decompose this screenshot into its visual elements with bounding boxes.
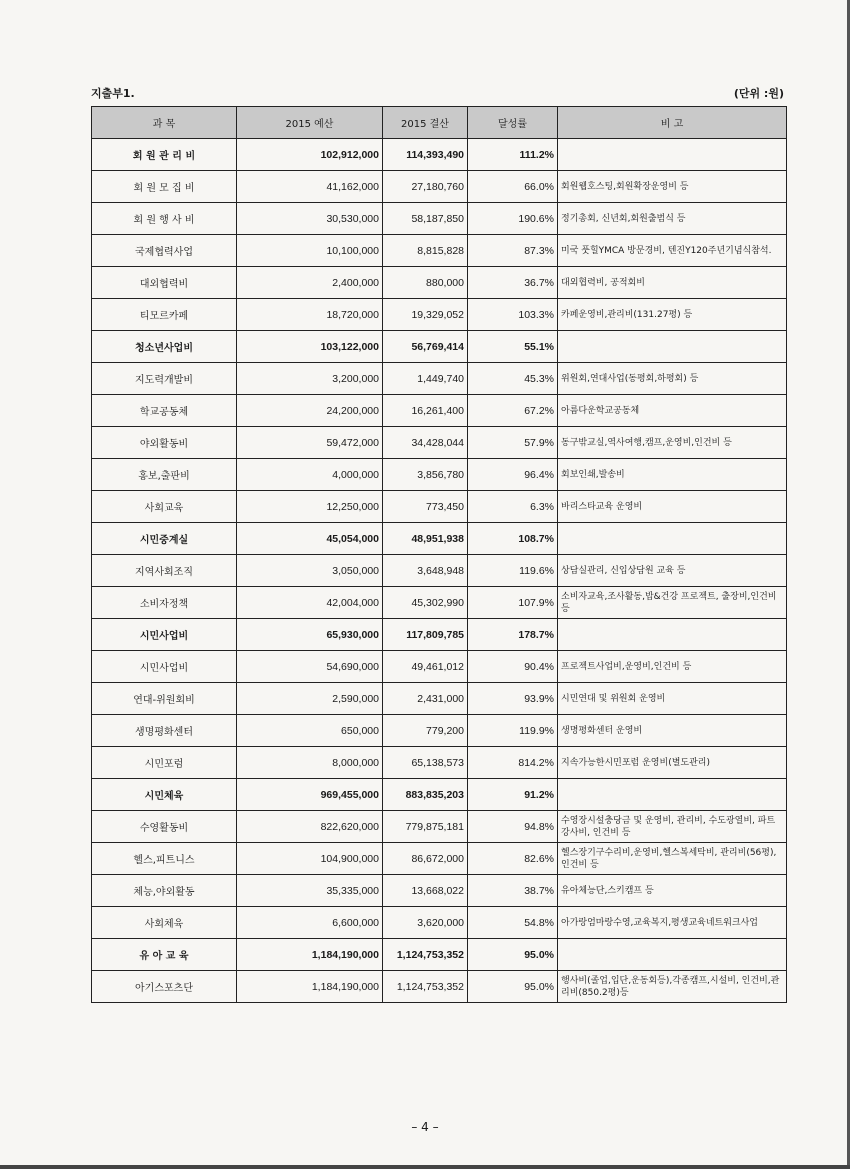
cell-actual: 19,329,052 [383, 299, 468, 331]
table-row [92, 171, 787, 203]
cell-actual: 117,809,785 [383, 619, 468, 651]
cell-subject: 시민사업비 [92, 619, 237, 651]
cell-rate: 107.9% [468, 587, 558, 619]
cell-budget: 41,162,000 [237, 171, 383, 203]
table-row [92, 427, 787, 459]
cell-rate: 91.2% [468, 779, 558, 811]
header-subject: 과 목 [92, 107, 237, 139]
cell-budget: 35,335,000 [237, 875, 383, 907]
header-note: 비 고 [558, 107, 787, 139]
cell-budget: 103,122,000 [237, 331, 383, 363]
cell-subject: 회 원 모 집 비 [92, 171, 237, 203]
cell-rate: 82.6% [468, 843, 558, 875]
cell-note: 대외협력비, 공적회비 [558, 267, 787, 299]
cell-note: 회원웹호스팅,회원확장운영비 등 [558, 171, 787, 203]
cell-budget: 59,472,000 [237, 427, 383, 459]
cell-rate: 119.6% [468, 555, 558, 587]
cell-subject: 야외활동비 [92, 427, 237, 459]
cell-actual: 86,672,000 [383, 843, 468, 875]
cell-note [558, 779, 787, 811]
cell-subject: 티모르카페 [92, 299, 237, 331]
table-row-subtotal [92, 619, 787, 651]
table-row [92, 491, 787, 523]
cell-actual: 3,856,780 [383, 459, 468, 491]
cell-budget: 45,054,000 [237, 523, 383, 555]
cell-note [558, 523, 787, 555]
cell-rate: 38.7% [468, 875, 558, 907]
cell-actual: 773,450 [383, 491, 468, 523]
cell-note: 지속가능한시민포럼 운영비(별도관리) [558, 747, 787, 779]
cell-note [558, 939, 787, 971]
cell-rate: 93.9% [468, 683, 558, 715]
cell-rate: 6.3% [468, 491, 558, 523]
cell-note: 시민연대 및 위원회 운영비 [558, 683, 787, 715]
cell-budget: 12,250,000 [237, 491, 383, 523]
cell-subject: 사회체육 [92, 907, 237, 939]
table-row [92, 299, 787, 331]
table-body [92, 139, 787, 1003]
cell-budget: 822,620,000 [237, 811, 383, 843]
cell-budget: 650,000 [237, 715, 383, 747]
cell-budget: 54,690,000 [237, 651, 383, 683]
table-row [92, 715, 787, 747]
cell-rate: 119.9% [468, 715, 558, 747]
cell-subject: 헬스,피트니스 [92, 843, 237, 875]
cell-actual: 3,648,948 [383, 555, 468, 587]
cell-actual: 27,180,760 [383, 171, 468, 203]
cell-subject: 시민체육 [92, 779, 237, 811]
table-row [92, 363, 787, 395]
cell-rate: 57.9% [468, 427, 558, 459]
cell-note: 정기총회, 신년회,회원출범식 등 [558, 203, 787, 235]
cell-budget: 18,720,000 [237, 299, 383, 331]
table-row [92, 651, 787, 683]
table-row-subtotal [92, 139, 787, 171]
cell-subject: 연대-위원회비 [92, 683, 237, 715]
cell-subject: 체능,야외활동 [92, 875, 237, 907]
table-header-row [92, 107, 787, 139]
cell-actual: 1,124,753,352 [383, 971, 468, 1003]
table-row-subtotal [92, 331, 787, 363]
unit-caption: (단위 :원) [733, 87, 784, 100]
cell-rate: 95.0% [468, 939, 558, 971]
table-row [92, 971, 787, 1003]
cell-rate: 95.0% [468, 971, 558, 1003]
cell-actual: 1,449,740 [383, 363, 468, 395]
page-number: – 4 – [411, 1120, 439, 1134]
cell-subject: 회 원 관 리 비 [92, 139, 237, 171]
section-caption: 지출부1. [91, 87, 135, 100]
cell-subject: 아기스포츠단 [92, 971, 237, 1003]
table-row [92, 587, 787, 619]
budget-table [91, 106, 787, 1003]
cell-subject: 시민중계실 [92, 523, 237, 555]
cell-subject: 시민포럼 [92, 747, 237, 779]
cell-note: 상담실관리, 신입상담원 교육 등 [558, 555, 787, 587]
cell-actual: 779,200 [383, 715, 468, 747]
cell-note: 소비자교육,조사활동,밥&건강 프로젝트, 출장비,인건비 등 [558, 587, 787, 619]
cell-note: 동구밖교실,역사여행,캠프,운영비,인건비 등 [558, 427, 787, 459]
cell-rate: 103.3% [468, 299, 558, 331]
cell-note: 카페운영비,관리비(131.27평) 등 [558, 299, 787, 331]
header-actual: 2015 결산 [383, 107, 468, 139]
cell-subject: 시민사업비 [92, 651, 237, 683]
cell-rate: 67.2% [468, 395, 558, 427]
cell-budget: 2,400,000 [237, 267, 383, 299]
cell-actual: 114,393,490 [383, 139, 468, 171]
cell-subject: 학교공동체 [92, 395, 237, 427]
cell-subject: 국제협력사업 [92, 235, 237, 267]
cell-actual: 16,261,400 [383, 395, 468, 427]
table-row-subtotal [92, 523, 787, 555]
cell-note: 수영장시설충당금 및 운영비, 관리비, 수도광열비, 파트강사비, 인건비 등 [558, 811, 787, 843]
table-row-subtotal [92, 939, 787, 971]
cell-budget: 2,590,000 [237, 683, 383, 715]
cell-actual: 13,668,022 [383, 875, 468, 907]
table-row [92, 267, 787, 299]
table-row [92, 875, 787, 907]
header-rate: 달성률 [468, 107, 558, 139]
cell-actual: 49,461,012 [383, 651, 468, 683]
cell-note: 바리스타교육 운영비 [558, 491, 787, 523]
cell-actual: 56,769,414 [383, 331, 468, 363]
cell-actual: 883,835,203 [383, 779, 468, 811]
cell-subject: 청소년사업비 [92, 331, 237, 363]
cell-subject: 지역사회조직 [92, 555, 237, 587]
cell-subject: 소비자정책 [92, 587, 237, 619]
cell-note: 위원회,연대사업(동평회,하평회) 등 [558, 363, 787, 395]
cell-subject: 수영활동비 [92, 811, 237, 843]
cell-subject: 사회교육 [92, 491, 237, 523]
cell-subject: 지도력개발비 [92, 363, 237, 395]
table-row [92, 907, 787, 939]
table-row-subtotal [92, 779, 787, 811]
table-row [92, 235, 787, 267]
cell-note: 헬스장기구수리비,운영비,헬스복세탁비, 관리비(56평),인건비 등 [558, 843, 787, 875]
cell-actual: 48,951,938 [383, 523, 468, 555]
cell-actual: 3,620,000 [383, 907, 468, 939]
cell-rate: 45.3% [468, 363, 558, 395]
table-row [92, 747, 787, 779]
cell-note [558, 139, 787, 171]
cell-budget: 1,184,190,000 [237, 939, 383, 971]
cell-subject: 홍보,출판비 [92, 459, 237, 491]
cell-note: 아름다운학교공동체 [558, 395, 787, 427]
cell-rate: 66.0% [468, 171, 558, 203]
cell-actual: 58,187,850 [383, 203, 468, 235]
table-row [92, 395, 787, 427]
cell-actual: 779,875,181 [383, 811, 468, 843]
cell-budget: 102,912,000 [237, 139, 383, 171]
cell-rate: 178.7% [468, 619, 558, 651]
cell-budget: 104,900,000 [237, 843, 383, 875]
cell-budget: 8,000,000 [237, 747, 383, 779]
cell-note: 아가랑엄마랑수영,교육복지,평생교육네트워크사업 [558, 907, 787, 939]
cell-subject: 유 아 교 육 [92, 939, 237, 971]
cell-rate: 108.7% [468, 523, 558, 555]
cell-budget: 3,200,000 [237, 363, 383, 395]
table-row [92, 843, 787, 875]
cell-budget: 6,600,000 [237, 907, 383, 939]
table-row [92, 683, 787, 715]
cell-note: 프로젝트사업비,운영비,인건비 등 [558, 651, 787, 683]
cell-actual: 880,000 [383, 267, 468, 299]
cell-rate: 55.1% [468, 331, 558, 363]
cell-note [558, 619, 787, 651]
cell-note: 생명평화센터 운영비 [558, 715, 787, 747]
cell-rate: 94.8% [468, 811, 558, 843]
cell-budget: 1,184,190,000 [237, 971, 383, 1003]
cell-rate: 111.2% [468, 139, 558, 171]
cell-rate: 87.3% [468, 235, 558, 267]
cell-rate: 96.4% [468, 459, 558, 491]
cell-budget: 42,004,000 [237, 587, 383, 619]
table-row [92, 203, 787, 235]
table-row [92, 555, 787, 587]
header-budget: 2015 예산 [237, 107, 383, 139]
cell-actual: 34,428,044 [383, 427, 468, 459]
cell-subject: 회 원 행 사 비 [92, 203, 237, 235]
cell-rate: 190.6% [468, 203, 558, 235]
cell-actual: 8,815,828 [383, 235, 468, 267]
cell-actual: 45,302,990 [383, 587, 468, 619]
cell-actual: 65,138,573 [383, 747, 468, 779]
cell-note [558, 331, 787, 363]
cell-rate: 90.4% [468, 651, 558, 683]
table-row [92, 459, 787, 491]
cell-subject: 생명평화센터 [92, 715, 237, 747]
cell-budget: 3,050,000 [237, 555, 383, 587]
cell-budget: 10,100,000 [237, 235, 383, 267]
cell-budget: 24,200,000 [237, 395, 383, 427]
cell-subject: 대외협력비 [92, 267, 237, 299]
cell-note: 미국 풋힐YMCA 방문경비, 텐진Y120주년기념식참석. [558, 235, 787, 267]
cell-note: 유아체능단,스키캠프 등 [558, 875, 787, 907]
cell-rate: 36.7% [468, 267, 558, 299]
cell-budget: 65,930,000 [237, 619, 383, 651]
cell-actual: 2,431,000 [383, 683, 468, 715]
cell-budget: 30,530,000 [237, 203, 383, 235]
table-row [92, 811, 787, 843]
cell-budget: 969,455,000 [237, 779, 383, 811]
cell-actual: 1,124,753,352 [383, 939, 468, 971]
scan-bottom-edge [0, 1165, 850, 1169]
cell-budget: 4,000,000 [237, 459, 383, 491]
cell-rate: 54.8% [468, 907, 558, 939]
cell-note: 회보인쇄,발송비 [558, 459, 787, 491]
cell-rate: 814.2% [468, 747, 558, 779]
cell-note: 행사비(졸업,입단,운동회등),각종캠프,시설비, 인건비,관리비(850.2평)등 [558, 971, 787, 1003]
